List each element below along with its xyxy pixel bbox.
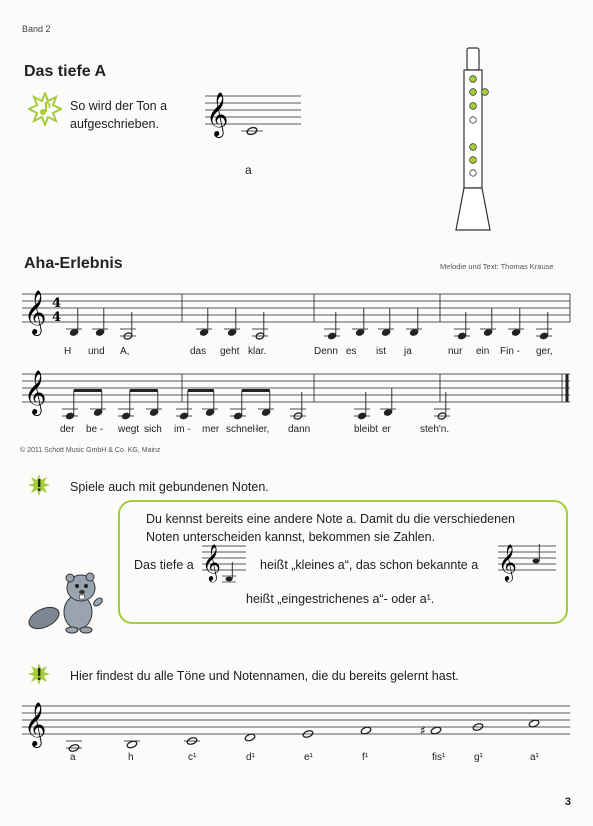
note-name: fis¹ [432, 752, 446, 763]
note-head [95, 328, 105, 336]
lyric-syllable: ist [376, 346, 386, 357]
lyric-syllable: Denn [314, 346, 338, 357]
note-head [409, 328, 419, 336]
lyric-syllable: mer [202, 424, 220, 435]
note-overview-staff [22, 696, 572, 756]
bubble-line4: heißt „eingestrichenes a“- oder a¹. [246, 592, 435, 606]
lyric-syllable: und [88, 346, 105, 357]
note-name: a¹ [530, 752, 539, 763]
note-head [381, 328, 391, 336]
staff-eingestrichenes-a [498, 538, 556, 588]
lyric-syllable: ger, [536, 346, 553, 357]
note-head [261, 408, 271, 416]
intro-text-line1: So wird der Ton a [70, 99, 168, 113]
note-head [199, 328, 209, 336]
lyric-syllable: ja [404, 346, 412, 357]
bubble-line3b: heißt „kleines a“, das schon bekannte a [260, 558, 479, 572]
lyric-syllable: das [190, 346, 207, 357]
sharp-sign: ♯ [420, 723, 426, 738]
lyric-syllable: klar. [248, 346, 267, 357]
section-title-tiefe-a: Das tiefe A [24, 63, 107, 80]
note-head [511, 328, 521, 336]
note-head [457, 332, 467, 340]
melody-credit: Melodie und Text: Thomas Krause [440, 262, 554, 271]
note-name: g¹ [474, 752, 483, 763]
lyric-syllable: nur [448, 346, 463, 357]
lyric-syllable: schnel- [226, 424, 259, 435]
note-head [65, 412, 75, 420]
section-title-aha-erlebnis: Aha-Erlebnis [24, 255, 123, 272]
note-name: a [70, 752, 76, 763]
svg-text:𝄞: 𝄞 [498, 543, 517, 581]
lyric-syllable: bleibt [354, 424, 378, 435]
lyric-syllable: er [382, 424, 391, 435]
lyric-syllable: A, [120, 346, 130, 357]
sun-music-icon [28, 92, 62, 126]
treble-clef-icon: 𝄞 [24, 290, 47, 334]
band-label: Band 2 [22, 24, 51, 34]
melody-staff-2 [22, 364, 572, 424]
lyric-syllable: H [64, 346, 72, 357]
page-number: 3 [564, 796, 571, 808]
melody-staff-1 [22, 284, 572, 344]
note-head [233, 412, 243, 420]
exclamation-star-icon [28, 663, 50, 685]
note-head [327, 332, 337, 340]
treble-clef-icon: 𝄞 [24, 370, 47, 414]
note-name: d¹ [246, 752, 255, 763]
note-head [383, 408, 393, 416]
lyric-syllable: dann [288, 424, 311, 435]
lyric-syllable: wegt [118, 424, 140, 435]
beaver-mascot-icon [26, 568, 112, 638]
clarinet-fingering-icon [450, 46, 496, 236]
tip-gebundene-noten: Spiele auch mit gebundenen Noten. [70, 480, 269, 494]
note-head [121, 412, 131, 420]
staff-tiefe-a [203, 86, 303, 152]
note-head [357, 412, 367, 420]
lyric-syllable: be - [86, 424, 104, 435]
copyright: © 2011 Schott Music GmbH & Co. KG, Mainz [20, 447, 161, 454]
note-head [483, 328, 493, 336]
time-sig-bottom: 4 [52, 310, 62, 325]
note-head [355, 328, 365, 336]
info-bubble [118, 500, 568, 624]
svg-text:𝄞: 𝄞 [202, 543, 221, 581]
note-label-a: a [245, 163, 252, 177]
note-name: e¹ [304, 752, 313, 763]
note-name: f¹ [362, 752, 369, 763]
note-name: h [128, 752, 134, 763]
note-head [93, 408, 103, 416]
note-head [227, 328, 237, 336]
intro-text [70, 97, 167, 133]
staff-kleines-a [202, 538, 246, 588]
time-sig-top: 4 [52, 296, 62, 311]
note-name: c¹ [188, 752, 197, 763]
lyric-syllable: geht [220, 346, 240, 357]
lyric-syllable: Fin - [500, 346, 520, 357]
lyric-syllable: steh'n. [420, 424, 450, 435]
note-head [205, 408, 215, 416]
bubble-line2: Noten unterscheiden kannst, bekommen sie Zahlen. [146, 530, 436, 544]
note-head [539, 332, 549, 340]
bubble-line3a: Das tiefe a [134, 558, 194, 572]
treble-clef-icon: 𝄞 [24, 702, 47, 746]
intro-text-line2: aufgeschrieben. [70, 117, 159, 131]
bubble-line1: Du kennst bereits eine andere Note a. Damit du die verschiedenen [146, 512, 515, 526]
tip-alle-toene: Hier findest du alle Töne und Notennamen, die du bereits gelernt hast. [70, 669, 459, 683]
lyric-syllable: sich [144, 424, 162, 435]
note-head [69, 328, 79, 336]
exclamation-star-icon [28, 474, 50, 496]
lyric-syllable: der [60, 424, 75, 435]
lyric-syllable: ler, [256, 424, 270, 435]
lyric-syllable: es [346, 346, 357, 357]
lyric-syllable: ein [476, 346, 490, 357]
note-head [149, 408, 159, 416]
treble-clef-icon: 𝄞 [206, 92, 229, 136]
note-head [179, 412, 189, 420]
lyric-syllable: im - [174, 424, 191, 435]
